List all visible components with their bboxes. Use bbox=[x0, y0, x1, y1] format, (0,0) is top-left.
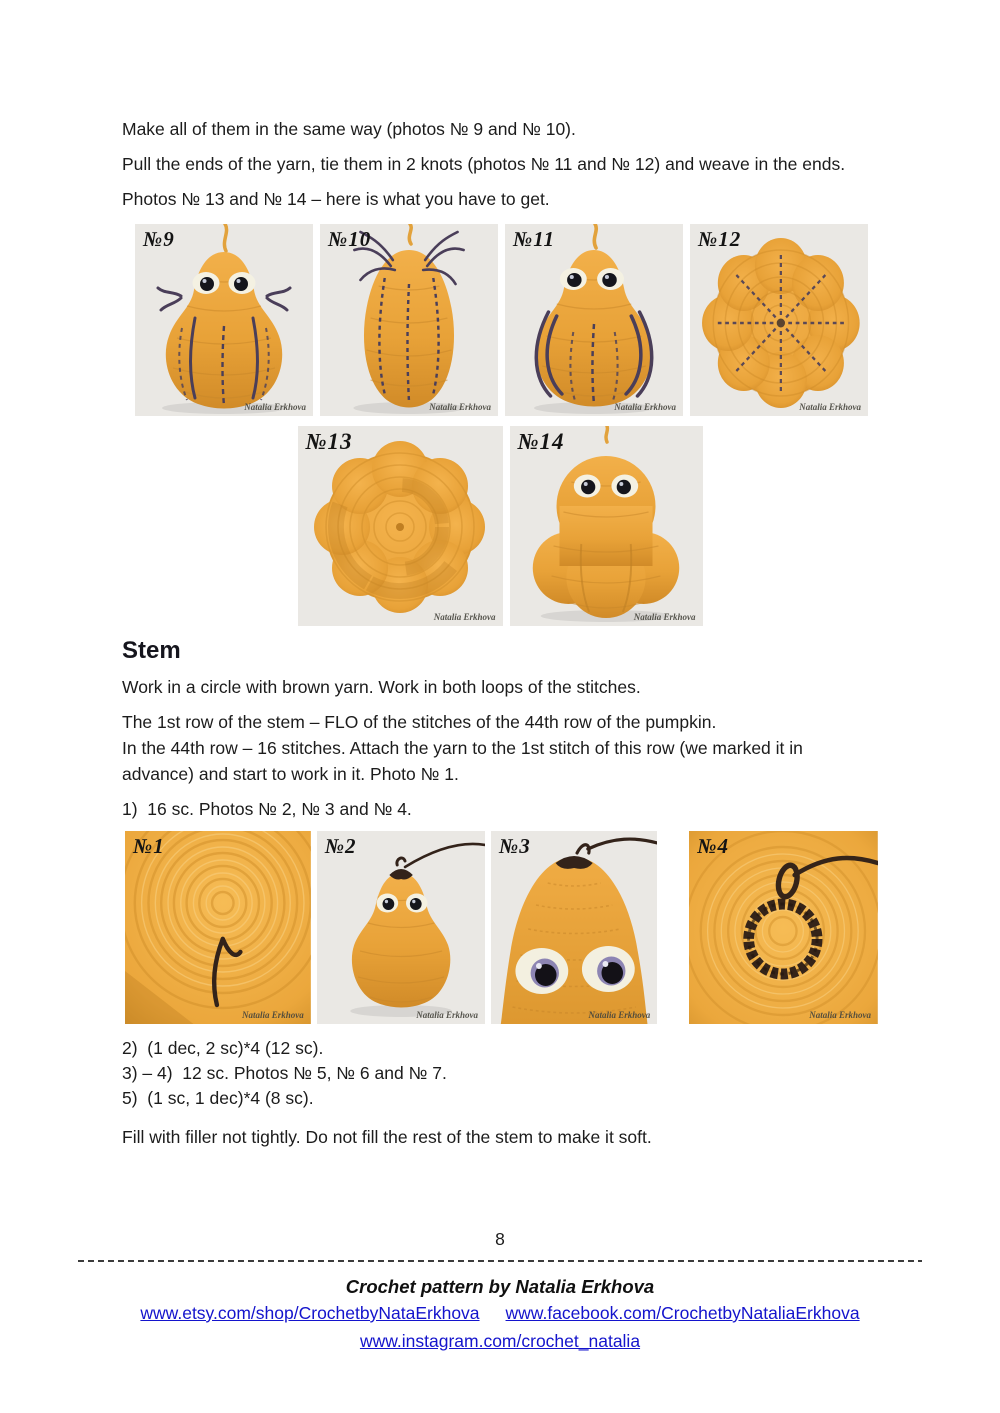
photo-watermark: Natalia Erkhova bbox=[429, 402, 491, 412]
photo-watermark: Natalia Erkhova bbox=[799, 402, 861, 412]
stem-heading: Stem bbox=[122, 637, 181, 664]
links-row-2 bbox=[122, 1329, 878, 1354]
photo-label: №2 bbox=[324, 834, 357, 858]
link-facebook[interactable]: www.facebook.com/CrochetbyNataliaErkhova bbox=[505, 1303, 860, 1323]
credit-line: Crochet pattern by Natalia Erkhova bbox=[345, 1276, 655, 1297]
first-row-line2: In the 44th row – 16 stitches. Attach the yarn to the 1st stitch of this row (we marked it in advance) and start to work in it. Photo № 1. bbox=[122, 738, 803, 784]
photo-watermark: Natalia Erkhova bbox=[433, 612, 496, 622]
photo-no4 bbox=[689, 831, 878, 1024]
paragraph-photos-13-14: Photos № 13 and № 14 – here is what you have to get. bbox=[122, 189, 550, 209]
pumpkin-top-stitched-illustration bbox=[690, 224, 868, 416]
divider-dashed bbox=[78, 1260, 922, 1262]
photo-no9 bbox=[135, 224, 313, 416]
stem-steps bbox=[122, 1036, 878, 1111]
photo-label: №1 bbox=[133, 834, 165, 858]
link-instagram[interactable]: www.instagram.com/crochet_natalia bbox=[359, 1331, 641, 1351]
paragraph-pull-ends: Pull the ends of the yarn, tie them in 2 knots (photos № 11 and № 12) and weave in the ends. bbox=[122, 154, 846, 174]
photo-watermark: Natalia Erkhova bbox=[416, 1010, 479, 1020]
photo-watermark: Natalia Erkhova bbox=[633, 612, 696, 622]
photo-no1 bbox=[125, 831, 311, 1024]
photo-watermark: Natalia Erkhova bbox=[242, 1010, 304, 1020]
pumpkin-front-strands-illustration bbox=[505, 224, 683, 416]
photo-label: №12 bbox=[698, 227, 742, 251]
page-footer bbox=[122, 1226, 878, 1354]
step-1: 1) 16 sc. Photos № 2, № 3 and № 4. bbox=[122, 799, 412, 819]
photo-watermark: Natalia Erkhova bbox=[809, 1010, 871, 1020]
photo-label: №3 bbox=[499, 834, 531, 858]
paragraph-first-row bbox=[122, 709, 878, 787]
photo-no10 bbox=[320, 224, 498, 416]
page-number: 8 bbox=[495, 1229, 505, 1249]
photo-no3 bbox=[491, 831, 657, 1024]
photo-label: №10 bbox=[328, 227, 372, 251]
photo-no13 bbox=[298, 426, 503, 626]
photo-label: №13 bbox=[305, 429, 353, 454]
photo-label: №9 bbox=[143, 227, 175, 251]
pumpkin-front-eyes-illustration bbox=[135, 224, 313, 416]
photo-row-2 bbox=[122, 426, 878, 626]
photo-no2 bbox=[317, 831, 485, 1024]
step-5: 5) (1 sc, 1 dec)*4 (8 sc). bbox=[122, 1088, 314, 1108]
photo-watermark: Natalia Erkhova bbox=[244, 402, 306, 412]
photo-watermark: Natalia Erkhova bbox=[614, 402, 676, 412]
photo-no11 bbox=[505, 224, 683, 416]
photo-watermark: Natalia Erkhova bbox=[588, 1010, 651, 1020]
pumpkin-top-illustration bbox=[298, 426, 503, 626]
pumpkin-back-illustration bbox=[320, 224, 498, 416]
photo-label: №11 bbox=[513, 227, 556, 251]
photo-no12 bbox=[690, 224, 868, 416]
pumpkin-front-finished-illustration bbox=[510, 426, 703, 626]
photo-no14 bbox=[510, 426, 703, 626]
pumpkin-stem-start-illustration bbox=[317, 831, 485, 1024]
photo-label: №14 bbox=[517, 429, 565, 454]
pumpkin-top-closeup-eyes-illustration bbox=[491, 831, 657, 1024]
photo-label: №4 bbox=[697, 834, 729, 858]
pumpkin-top-yarn-attached-illustration bbox=[125, 831, 311, 1024]
link-etsy[interactable]: www.etsy.com/shop/CrochetbyNataErkhova bbox=[140, 1303, 480, 1323]
step-2: 2) (1 dec, 2 sc)*4 (12 sc). bbox=[122, 1038, 324, 1058]
paragraph-make-all: Make all of them in the same way (photos № 9 and № 10). bbox=[122, 119, 576, 139]
step-3-4: 3) – 4) 12 sc. Photos № 5, № 6 and № 7. bbox=[122, 1063, 447, 1083]
paragraph-fill: Fill with filler not tightly. Do not fill the rest of the stem to make it soft. bbox=[122, 1127, 652, 1147]
stem-ring-closeup-illustration bbox=[689, 831, 878, 1024]
first-row-line1: The 1st row of the stem – FLO of the stitches of the 44th row of the pumpkin. bbox=[122, 712, 717, 732]
paragraph-work-circle: Work in a circle with brown yarn. Work in both loops of the stitches. bbox=[122, 677, 641, 697]
links-row-1 bbox=[122, 1301, 878, 1326]
photo-row-1 bbox=[135, 224, 868, 416]
photo-row-3 bbox=[125, 831, 878, 1024]
